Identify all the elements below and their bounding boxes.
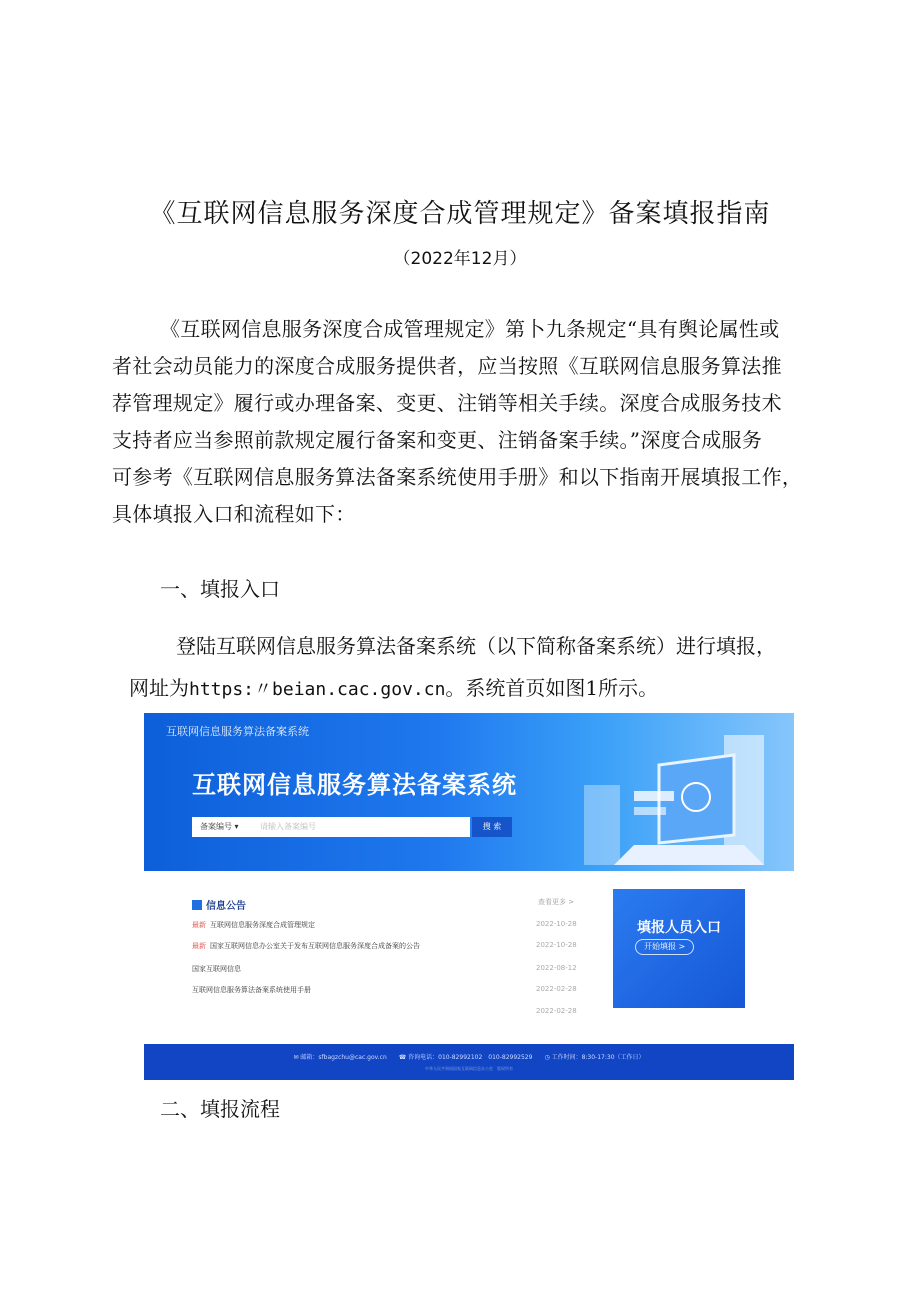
site-footer <box>144 1044 794 1080</box>
entry-title: 填报人员入口 <box>637 920 721 936</box>
document-date: （2022年12月） <box>393 249 527 269</box>
notice-heading <box>192 897 246 912</box>
site-name-small: 互联网信息服务算法备案系统 <box>166 725 309 738</box>
reporter-entry-card[interactable] <box>613 889 745 1008</box>
notice-title: 信息公告 <box>206 901 246 912</box>
login-paragraph: 登陆互联网信息服务算法备案系统（以下简称备案系统）进行填报， <box>176 634 776 658</box>
intro-line: 支持者应当参照前款规定履行备案和变更、注销备案手续。”深度合成服务 <box>112 428 763 452</box>
notice-icon <box>192 900 202 910</box>
footer-contact: ✉ 邮箱：sfbagzchu@cac.gov.cn ☎ 咨询电话：010-82992102 010-82992529 ◷ 工作时间：8:30-17:30（工作日） <box>293 1054 645 1061</box>
new-badge: 最新 <box>192 921 206 929</box>
notice-item[interactable] <box>192 964 582 974</box>
intro-line: 具体填报入口和流程如下： <box>112 502 356 526</box>
url-paragraph <box>129 672 658 701</box>
system-url-link[interactable]: https:〃beian.cac.gov.cn <box>189 679 446 700</box>
search-input[interactable]: 请输入备案编号 <box>260 822 316 831</box>
notice-item[interactable] <box>192 941 582 951</box>
site-name-big: 互联网信息服务算法备案系统 <box>192 771 517 799</box>
notice-date: 2022-02-28 <box>536 985 577 993</box>
intro-line: 者社会动员能力的深度合成服务提供者，应当按照《互联网信息服务算法推 <box>112 354 782 378</box>
intro-line: 《互联网信息服务深度合成管理规定》第卜九条规定“具有舆论属性或 <box>160 317 780 341</box>
notice-date: 2022-08-12 <box>536 964 577 972</box>
notice-text: 国家互联网信息办公室关于发布互联网信息服务深度合成备案的公告 <box>210 942 420 950</box>
notice-text: 国家互联网信息 <box>192 965 241 973</box>
start-report-button[interactable]: 开始填报 > <box>635 939 694 955</box>
intro-line: 荐管理规定》履行或办理备案、变更、注销等相关手续。深度合成服务技术 <box>112 391 782 415</box>
more-link[interactable]: 查看更多 > <box>538 898 575 906</box>
notice-date: 2022-10-28 <box>536 941 577 949</box>
new-badge: 最新 <box>192 942 206 950</box>
laptop-illustration-icon <box>574 725 784 871</box>
url-suffix: 。系统首页如图1所示。 <box>445 676 659 700</box>
notice-item[interactable] <box>192 920 582 930</box>
section-heading-process: 二、填报流程 <box>160 1097 280 1121</box>
notice-text: 互联网信息服务深度合成管理规定 <box>210 921 315 929</box>
intro-paragraph <box>112 311 827 533</box>
document-title: 《互联网信息服务深度合成管理规定》备案填报指南 <box>149 199 771 229</box>
search-box[interactable] <box>192 817 470 837</box>
section-heading-entry: 一、填报入口 <box>160 577 280 601</box>
search-type-select[interactable]: 备案编号 ▾ <box>200 822 239 831</box>
search-button[interactable]: 搜 索 <box>472 817 512 837</box>
notice-date: 2022-10-28 <box>536 920 577 928</box>
system-homepage-figure <box>144 713 794 1080</box>
url-prefix: 网址为 <box>129 676 189 700</box>
notice-date: 2022-02-28 <box>536 1007 577 1015</box>
notice-text: 互联网信息服务算法备案系统使用手册 <box>192 986 311 994</box>
intro-line: 可参考《互联网信息服务算法备案系统使用手册》和以下指南开展填报工作， <box>112 465 803 489</box>
homepage-banner <box>144 713 794 871</box>
footer-copyright: 中华人民共和国国家互联网信息办公室 版权所有 <box>425 1066 513 1071</box>
notice-item[interactable] <box>192 985 582 995</box>
